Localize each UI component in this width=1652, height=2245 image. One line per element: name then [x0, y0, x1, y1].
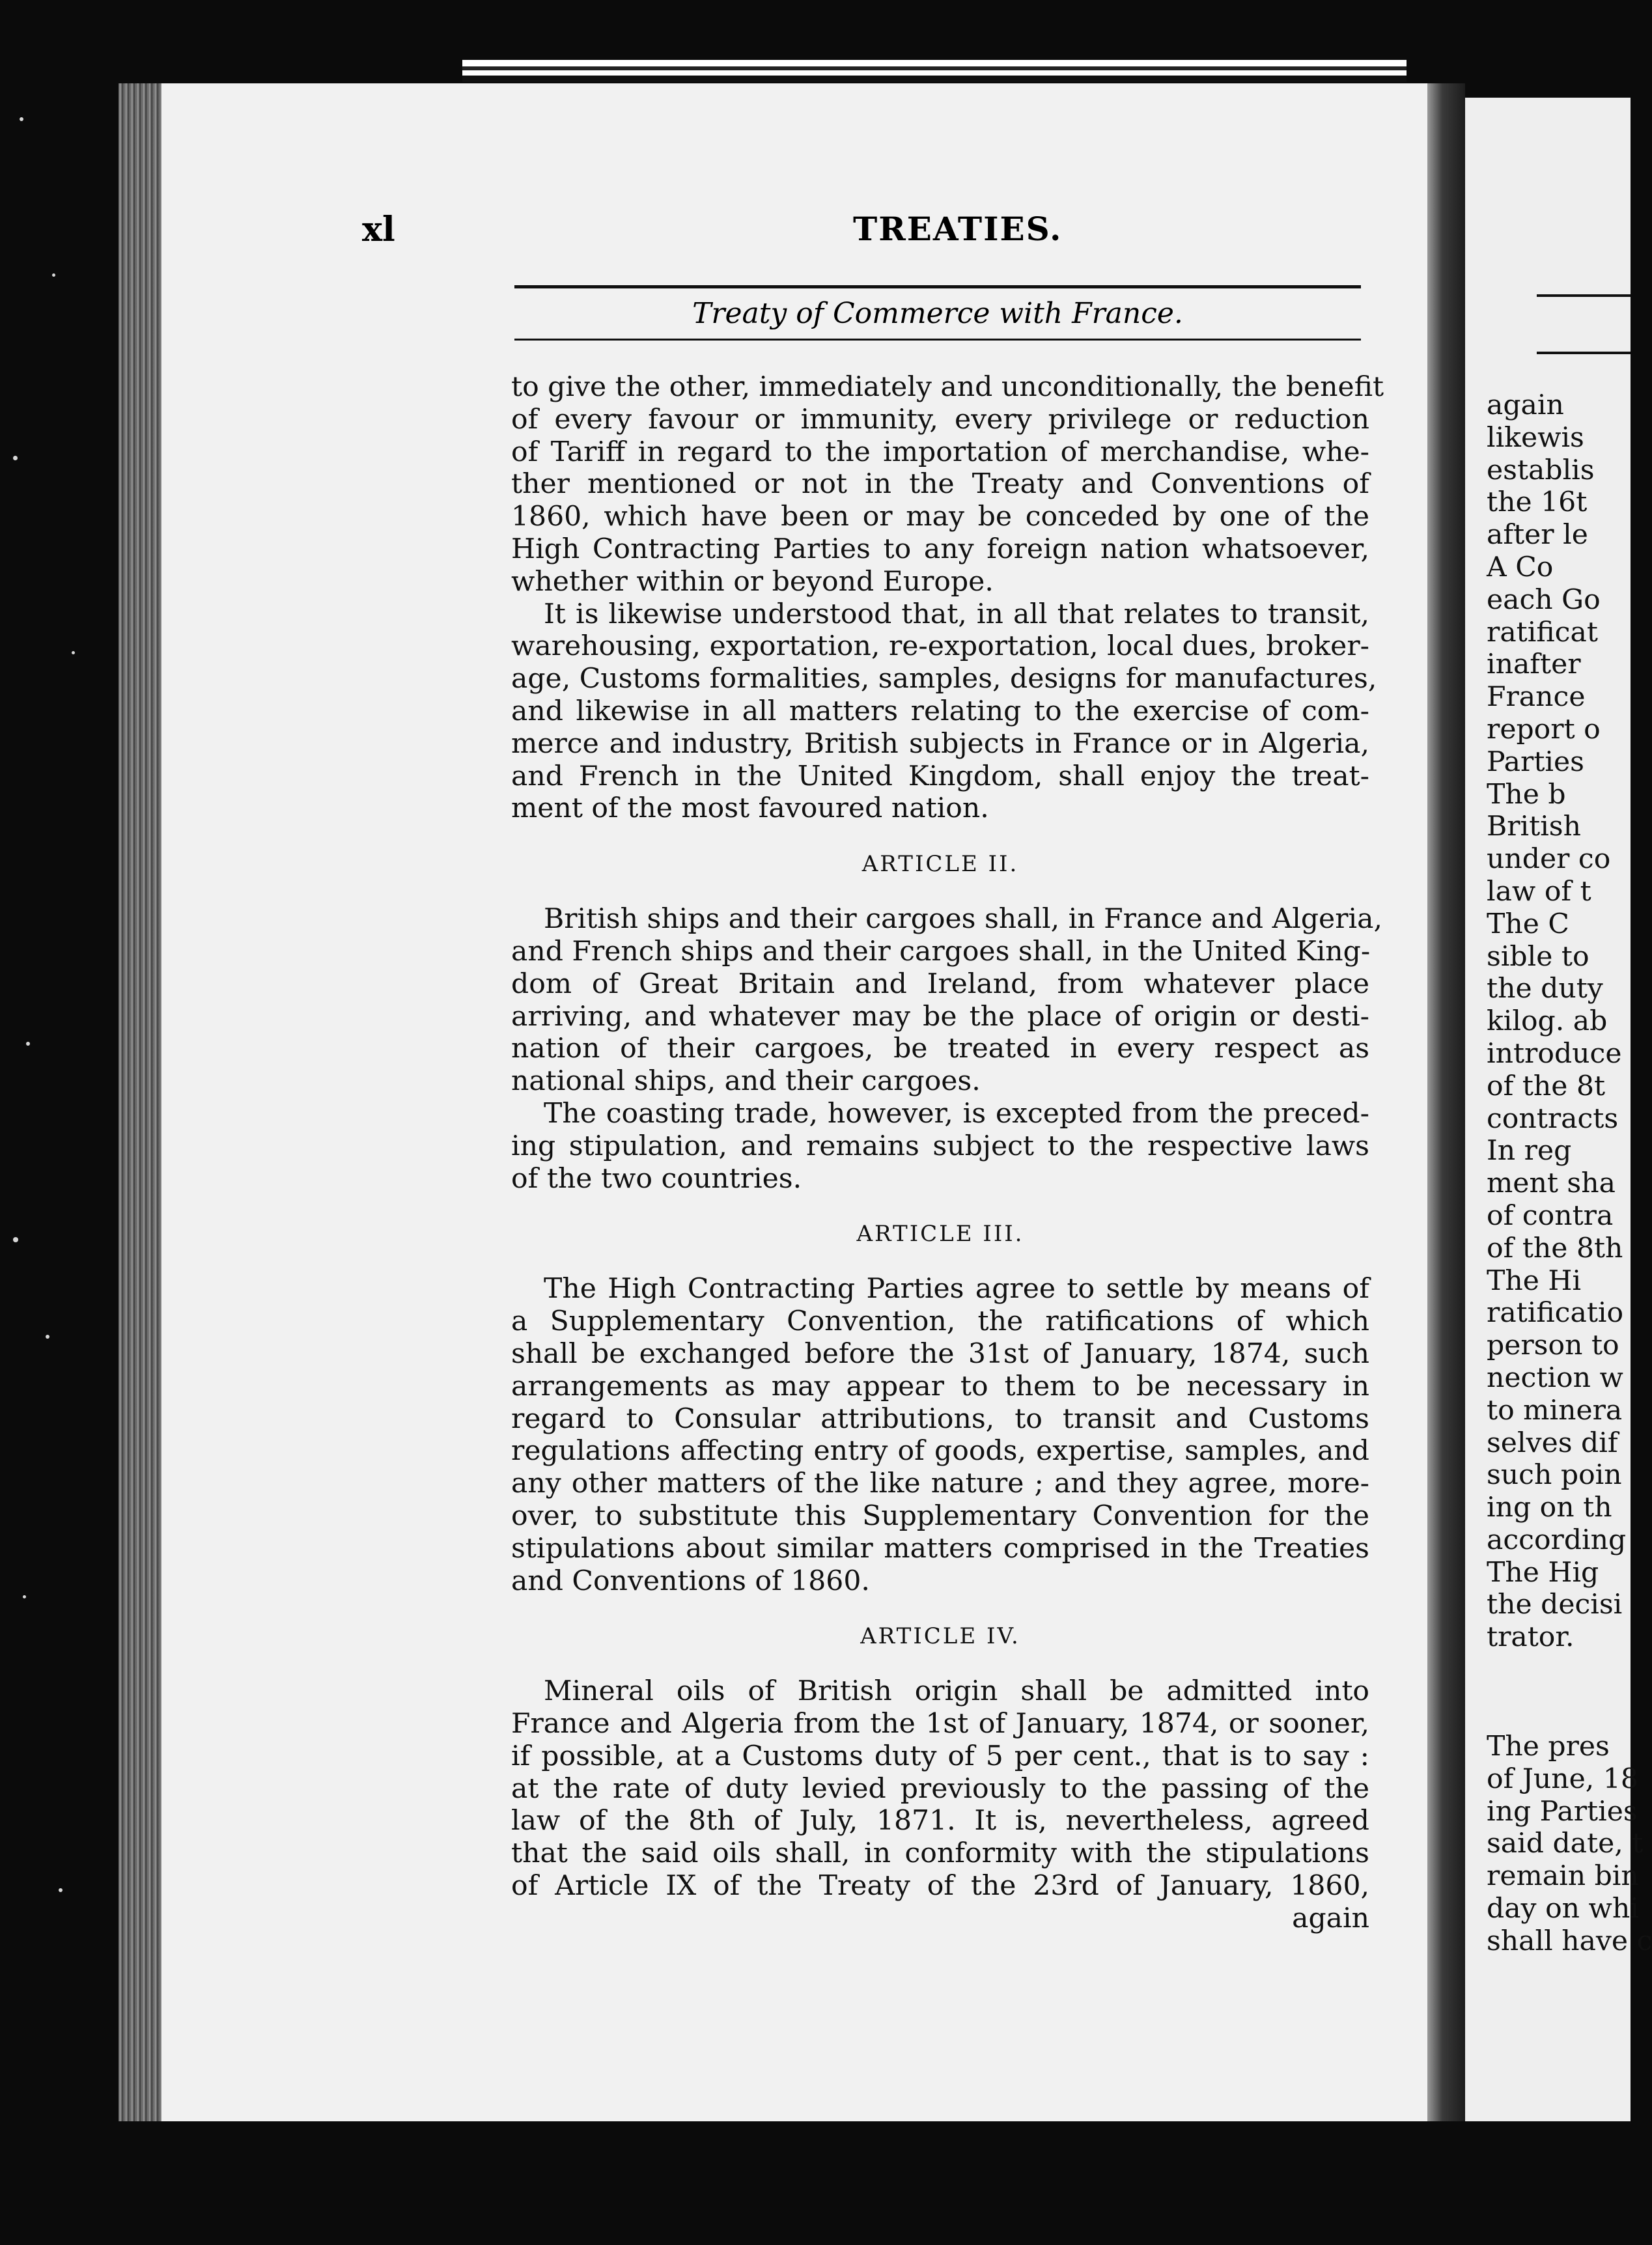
book-gutter	[1427, 83, 1465, 2121]
right-page-text-1	[1487, 389, 1626, 1654]
right-line: establis	[1487, 454, 1595, 486]
text-line: of Tariff in regard to the importation of merchandise, whe-	[511, 436, 1369, 468]
right-line: Parties	[1487, 746, 1584, 778]
text-line: a Supplementary Convention, the ratifications of which	[511, 1305, 1369, 1338]
right-line: ratificatio	[1487, 1297, 1624, 1330]
paragraph-2	[511, 598, 1377, 826]
text-line: France and Algeria from the 1st of January, 1874, or sooner,	[511, 1708, 1369, 1740]
right-line: person to	[1487, 1330, 1619, 1362]
text-line: whether within or beyond Europe.	[511, 565, 994, 598]
text-line: at the rate of duty levied previously to the passing of the	[511, 1772, 1369, 1805]
text-line: stipulations about similar matters comprised in the Treaties	[511, 1532, 1369, 1565]
right-line: to minera	[1487, 1394, 1623, 1427]
right-line: kilog. ab	[1487, 1005, 1608, 1038]
text-line: law of the 8th of July, 1871. It is, nevertheless, agreed	[511, 1805, 1369, 1837]
right-line: trator.	[1487, 1621, 1575, 1654]
paragraph-5	[511, 1273, 1369, 1597]
text-line: arriving, and whatever may be the place of origin or desti-	[511, 1000, 1369, 1033]
right-line: sible to	[1487, 940, 1589, 973]
right-page-rule-2	[1537, 352, 1631, 354]
right-line: likewis	[1487, 421, 1584, 454]
right-line: The Hi	[1487, 1264, 1582, 1297]
right-line: shall have c	[1487, 1925, 1652, 1957]
right-page-rule	[1537, 294, 1631, 297]
article-4-heading: ARTICLE IV.	[860, 1623, 1020, 1650]
right-line: selves dif	[1487, 1427, 1618, 1459]
text-line: dom of Great Britain and Ireland, from whatever place	[511, 968, 1369, 1000]
text-line: merce and industry, British subjects in France or in Algeria,	[511, 727, 1369, 760]
text-line: British ships and their cargoes shall, in France and Algeria,	[544, 903, 1382, 936]
right-line: inafter	[1487, 648, 1581, 681]
text-line: arrangements as may appear to them to be necessary in	[511, 1370, 1369, 1402]
article-2-heading: ARTICLE II.	[861, 851, 1019, 878]
right-line: each Go	[1487, 583, 1601, 616]
right-line: according	[1487, 1524, 1627, 1556]
text-line: ing stipulation, and remains subject to the respective laws	[511, 1130, 1369, 1162]
text-line: High Contracting Parties to any foreign nation whatsoever,	[511, 533, 1369, 565]
paragraph-3	[511, 903, 1382, 1098]
right-line: the duty	[1487, 973, 1603, 1005]
right-line: law of t	[1487, 875, 1591, 908]
right-line: The C	[1487, 908, 1569, 940]
page-number: xl	[362, 210, 395, 249]
text-line: and likewise in all matters relating to the exercise of com-	[511, 695, 1369, 727]
right-line: introduce	[1487, 1037, 1622, 1070]
book-fore-edge	[119, 83, 164, 2121]
right-line: of contra	[1487, 1199, 1614, 1232]
text-line: that the said oils shall, in conformity with the stipulations	[511, 1837, 1369, 1870]
page-top-edge	[462, 60, 1407, 82]
text-line: and French in the United Kingdom, shall enjoy the treat-	[511, 760, 1369, 792]
text-line: if possible, at a Customs duty of 5 per cent., that is to say :	[511, 1740, 1369, 1772]
right-line: ing on th	[1487, 1492, 1612, 1524]
right-page-text-2	[1487, 1731, 1652, 1958]
text-line: to give the other, immediately and unconditionally, the benefit	[511, 371, 1384, 403]
text-line: ther mentioned or not in the Treaty and Conventions of	[511, 468, 1369, 501]
paragraph-1	[511, 371, 1384, 598]
text-line: It is likewise understood that, in all that relates to transit,	[544, 598, 1369, 630]
right-line: contracts	[1487, 1102, 1619, 1135]
right-line: France	[1487, 681, 1586, 714]
right-line: British	[1487, 811, 1581, 843]
right-line: remain bin	[1487, 1860, 1639, 1893]
right-line: In reg	[1487, 1135, 1572, 1167]
right-line: ratificat	[1487, 616, 1598, 648]
text-line: regulations affecting entry of goods, expertise, samples, and	[511, 1435, 1369, 1468]
right-line: of June, 18	[1487, 1763, 1638, 1795]
right-line: again	[1487, 389, 1564, 421]
right-line: ing Parties	[1487, 1795, 1638, 1828]
right-line: The Hig	[1487, 1556, 1599, 1589]
text-line: The coasting trade, however, is excepted from the preced-	[544, 1097, 1369, 1130]
right-line: The b	[1487, 778, 1566, 811]
catchword: again	[1292, 1902, 1369, 1934]
text-line: over, to substitute this Supplementary Convention for the	[511, 1499, 1369, 1532]
text-line: of the two countries.	[511, 1162, 802, 1195]
text-line: and Conventions of 1860.	[511, 1565, 870, 1597]
section-subtitle: Treaty of Commerce with France.	[692, 297, 1183, 330]
right-line: nection w	[1487, 1361, 1623, 1394]
right-line: after le	[1487, 519, 1588, 551]
text-line: of every favour or immunity, every privilege or reduction	[511, 403, 1369, 436]
text-line: regard to Consular attributions, to transit and Customs	[511, 1402, 1369, 1435]
right-line: of the 8t	[1487, 1070, 1606, 1102]
right-line: under co	[1487, 843, 1611, 876]
text-line: 1860, which have been or may be conceded by one of the	[511, 501, 1369, 533]
text-line: ment of the most favoured nation.	[511, 792, 989, 825]
article-3-heading: ARTICLE III.	[856, 1221, 1024, 1248]
paragraph-4	[511, 1098, 1369, 1195]
text-line: Mineral oils of British origin shall be admitted into	[544, 1675, 1369, 1708]
right-line: A Co	[1487, 551, 1554, 583]
right-line: of the 8th	[1487, 1232, 1623, 1264]
right-line: said date, t	[1487, 1828, 1644, 1860]
right-line: such poin	[1487, 1459, 1622, 1492]
right-line: the decisi	[1487, 1589, 1623, 1621]
text-line: The High Contracting Parties agree to settle by means of	[544, 1273, 1369, 1305]
text-line: nation of their cargoes, be treated in every respect as	[511, 1033, 1369, 1065]
text-line: age, Customs formalities, samples, designs for manufactures,	[511, 663, 1377, 695]
text-line: of Article IX of the Treaty of the 23rd of January, 1860,	[511, 1870, 1369, 1903]
text-line: and French ships and their cargoes shall, in the United King-	[511, 935, 1371, 968]
right-line: the 16t	[1487, 486, 1588, 519]
paragraph-6	[511, 1675, 1369, 1903]
page-body	[511, 371, 1384, 1935]
text-line: national ships, and their cargoes.	[511, 1065, 981, 1098]
running-title: TREATIES.	[853, 210, 1063, 248]
text-line: warehousing, exportation, re-exportation, local dues, broker-	[511, 630, 1369, 663]
text-line: shall be exchanged before the 31st of January, 1874, such	[511, 1337, 1369, 1370]
right-line: The pres	[1487, 1731, 1610, 1763]
right-line: report o	[1487, 713, 1601, 746]
right-line: ment sha	[1487, 1167, 1616, 1200]
right-line: day on whi	[1487, 1892, 1639, 1925]
header-rule-bottom	[514, 339, 1361, 341]
header-rule-top	[514, 285, 1361, 288]
text-line: any other matters of the like nature ; and they agree, more-	[511, 1468, 1369, 1500]
